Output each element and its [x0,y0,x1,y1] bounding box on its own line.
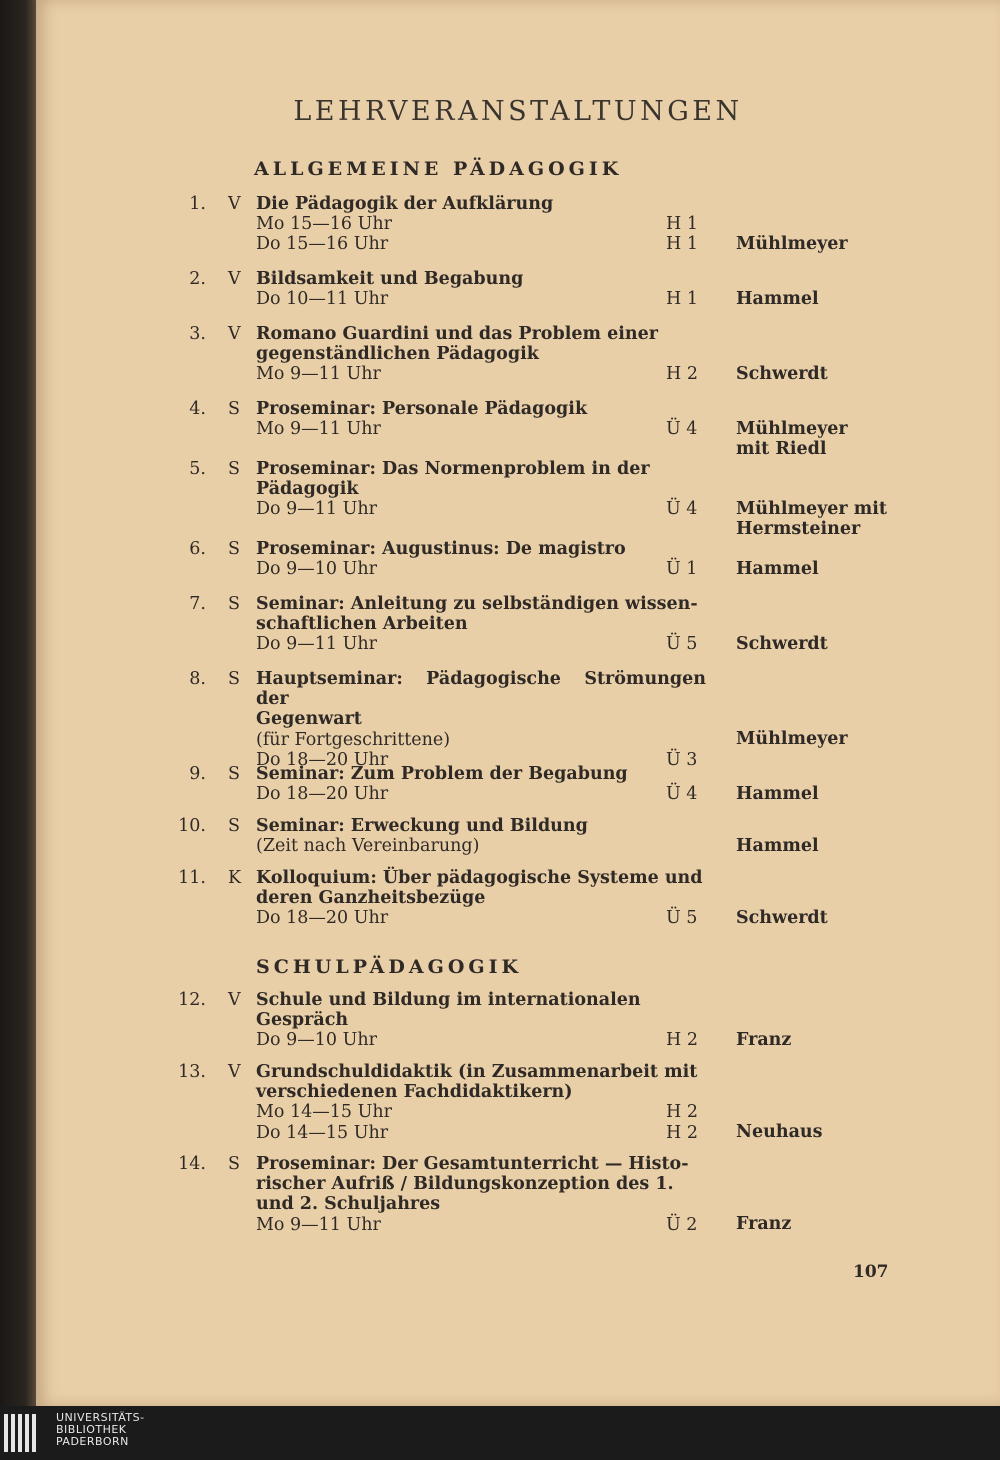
entry-title-line: Hauptseminar: Pädagogische Strömungen der [256,669,706,710]
entry-body [256,459,706,520]
entry-title-line: gegenständlichen Pädagogik [256,344,539,365]
schedule-time: Do 9—11 Uhr [256,499,377,520]
entry-title-line: Proseminar: Das Normenproblem in der [256,459,650,479]
schedule-time: (für Fortgeschrittene) [256,729,451,750]
library-logo-icon [4,1414,39,1456]
schedule-time: Do 9—10 Uhr [256,559,377,580]
entry-body [256,399,706,439]
entry-type: S [228,669,240,689]
lecturer-line: Franz [736,1214,792,1234]
entry-number: 13. [178,1062,206,1082]
schedule-room: H 2 [666,1122,698,1143]
lecturer-line: Neuhaus [736,1122,823,1142]
entry-lecturer [736,634,936,654]
entry-schedule-row [256,1123,706,1143]
entry-lecturer [736,559,936,579]
entry-lecturer [736,364,936,384]
entry-schedule-row [256,289,706,309]
entry-title-line: Proseminar: Der Gesamtunterricht — Histo- [256,1154,689,1174]
entry-title-line: Seminar: Zum Problem der Begabung [256,764,628,784]
entry-body [256,764,706,804]
lecturer-line: Hammel [736,836,819,856]
entry-type: S [228,399,240,419]
entry-body [256,868,706,929]
schedule-room: Ü 1 [666,559,698,580]
entry-schedule-row [256,730,706,750]
entry-title-line: Gespräch [256,1010,349,1031]
page-number: 107 [853,1262,889,1282]
lecturer-line: Mühlmeyer mit [736,499,887,519]
entry-title-line: deren Ganzheitsbezüge [256,888,486,909]
lecturer-line: Mühlmeyer [736,419,848,439]
schedule-room: H 2 [666,364,698,385]
section-allgemeine-paedagogik: ALLGEMEINE PÄDAGOGIK [254,158,623,180]
schedule-room: H 1 [666,234,698,255]
entry-body [256,990,706,1051]
entry-number: 11. [178,868,206,888]
entry-body [256,1062,706,1143]
entry-title-line: Kolloquium: Über pädagogische Systeme und [256,868,703,888]
schedule-time: Do 18—20 Uhr [256,908,389,929]
lecturer-line: Hammel [736,559,819,579]
lecturer-line: Schwerdt [736,364,828,384]
entry-schedule-row [256,908,706,928]
entry-body [256,669,706,770]
entry-type: V [228,324,241,344]
schedule-time: Do 18—20 Uhr [256,784,389,805]
schedule-room: H 1 [666,289,698,310]
lecturer-line: Schwerdt [736,634,828,654]
entry-title-line: Romano Guardini und das Problem einer [256,324,658,344]
entry-title-line: Proseminar: Personale Pädagogik [256,399,588,419]
entry-lecturer [736,836,936,856]
entry-title-line: Schule und Bildung im internationalen [256,990,641,1010]
lecturer-line: Hammel [736,784,819,804]
schedule-room: Ü 3 [666,749,698,770]
entry-schedule-row [256,1030,706,1050]
schedule-time: Mo 9—11 Uhr [256,1214,381,1235]
entry-lecturer [736,234,936,254]
schedule-time: Mo 9—11 Uhr [256,419,381,440]
schedule-room: Ü 4 [666,784,698,805]
entry-number: 14. [178,1154,206,1174]
entry-number: 5. [189,459,206,479]
entry-body [256,269,706,309]
entry-title-line: Bildsamkeit und Begabung [256,269,524,289]
entry-body [256,194,706,255]
entry-body [256,594,706,655]
entry-title-line: Grundschuldidaktik (in Zusammenarbeit mit [256,1062,698,1082]
entry-type: S [228,816,240,836]
schedule-room: H 2 [666,1102,698,1123]
entry-lecturer [736,784,936,804]
entry-type: S [228,459,240,479]
entry-number: 7. [189,594,206,614]
entry-title-line: schaftlichen Arbeiten [256,614,468,635]
entry-number: 4. [189,399,206,419]
book-spine [0,0,36,1406]
entry-type: S [228,764,240,784]
entry-number: 3. [189,324,206,344]
entry-schedule-row [256,784,706,804]
schedule-time: Do 18—20 Uhr [256,749,389,770]
entry-type: S [228,1154,240,1174]
entry-lecturer [736,1030,936,1050]
schedule-room: Ü 4 [666,419,698,440]
entry-schedule-row [256,634,706,654]
lecturer-line: Schwerdt [736,908,828,928]
library-logo-text: UNIVERSITÄTS- BIBLIOTHEK PADERBORN [56,1411,145,1448]
entry-title-line: verschiedenen Fachdidaktikern) [256,1082,573,1103]
entry-title-line: Proseminar: Augustinus: De magistro [256,539,626,559]
entry-type: S [228,539,240,559]
lecturer-line: Hammel [736,289,819,309]
entry-number: 1. [189,194,206,214]
entry-lecturer [736,289,936,309]
entry-title-line: Gegenwart [256,709,362,730]
schedule-time: Do 15—16 Uhr [256,234,389,255]
entry-title-line: Seminar: Erweckung und Bildung [256,816,588,836]
entry-title-line: Pädagogik [256,479,359,500]
entry-schedule-row [256,499,706,519]
entry-title-line: rischer Aufriß / Bildungskonzeption des 1. [256,1174,674,1195]
entry-number: 8. [189,669,206,689]
lecturer-line: mit Riedl [736,439,827,460]
schedule-time: (Zeit nach Vereinbarung) [256,836,480,857]
entry-number: 6. [189,539,206,559]
schedule-time: Do 9—11 Uhr [256,634,377,655]
entry-body [256,816,706,856]
entry-title-line: Die Pädagogik der Aufklärung [256,194,554,214]
entry-schedule-row [256,419,706,439]
lecturer-line: Hermsteiner [736,519,861,540]
page-heading: LEHRVERANSTALTUNGEN [293,96,743,127]
schedule-room: Ü 2 [666,1214,698,1235]
entry-type: S [228,594,240,614]
schedule-room: Ü 5 [666,908,698,929]
schedule-time: Do 14—15 Uhr [256,1122,389,1143]
entry-title-line: Seminar: Anleitung zu selbständigen wissen- [256,594,698,614]
entry-schedule-row [256,559,706,579]
entry-number: 2. [189,269,206,289]
lecturer-line: Mühlmeyer [736,234,848,254]
entry-body [256,1154,706,1235]
schedule-time: Mo 9—11 Uhr [256,364,381,385]
section-schulpaedagogik: SCHULPÄDAGOGIK [256,956,522,978]
schedule-room: Ü 5 [666,634,698,655]
entry-lecturer [736,419,936,459]
entry-type: V [228,990,241,1010]
entry-lecturer [736,1214,936,1234]
entry-lecturer [736,729,936,749]
entry-title-line: und 2. Schuljahres [256,1194,441,1215]
schedule-time: Do 9—10 Uhr [256,1030,377,1051]
schedule-room: H 2 [666,1030,698,1051]
entry-body [256,539,706,579]
entry-number: 9. [189,764,206,784]
schedule-time: Mo 14—15 Uhr [256,1102,393,1123]
entry-type: V [228,1062,241,1082]
lecturer-line: Mühlmeyer [736,729,848,749]
entry-type: K [228,868,242,888]
entry-number: 12. [178,990,206,1010]
document-page [36,0,1000,1406]
entry-schedule-row [256,364,706,384]
entry-schedule-row [256,214,706,234]
entry-body [256,324,706,385]
entry-schedule-row [256,1215,706,1235]
entry-lecturer [736,1122,936,1142]
schedule-time: Mo 15—16 Uhr [256,214,393,235]
entry-number: 10. [178,816,206,836]
schedule-room: H 1 [666,214,698,235]
schedule-room: Ü 4 [666,499,698,520]
entry-type: V [228,269,241,289]
library-footer [0,1406,1000,1460]
entry-schedule-row [256,836,706,856]
entry-type: V [228,194,241,214]
entry-lecturer [736,499,936,539]
entry-schedule-row [256,234,706,254]
schedule-time: Do 10—11 Uhr [256,289,389,310]
lecturer-line: Franz [736,1030,792,1050]
entry-schedule-row [256,1102,706,1122]
entry-lecturer [736,908,936,928]
